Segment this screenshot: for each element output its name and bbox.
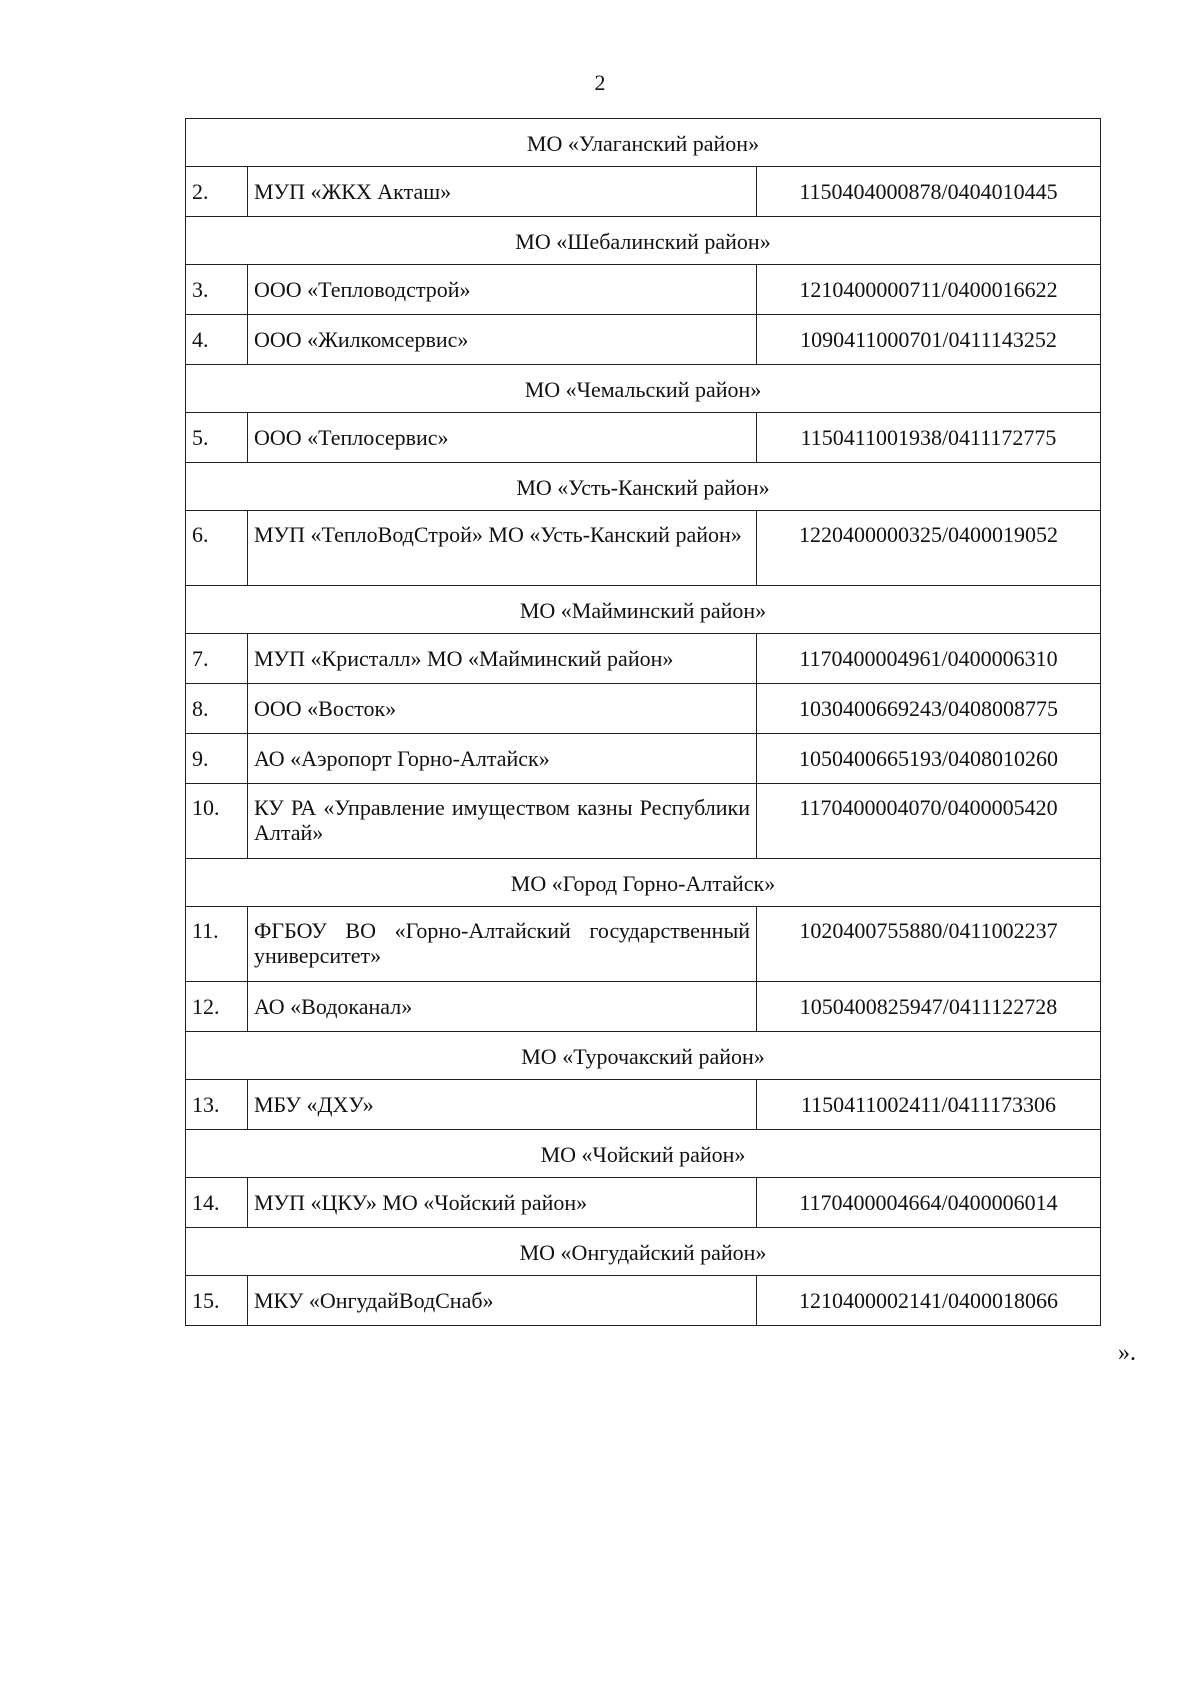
section-row <box>186 463 1101 511</box>
registration-code: 1050400665193/0408010260 <box>757 734 1101 784</box>
section-row <box>186 119 1101 167</box>
table-row <box>186 784 1101 859</box>
row-number: 13. <box>186 1080 248 1130</box>
registration-code: 1050400825947/0411122728 <box>757 982 1101 1032</box>
row-number: 8. <box>186 684 248 734</box>
row-number: 3. <box>186 265 248 315</box>
row-number: 9. <box>186 734 248 784</box>
organization-name: АО «Водоканал» <box>248 982 757 1032</box>
organization-name: МБУ «ДХУ» <box>248 1080 757 1130</box>
table-row <box>186 907 1101 982</box>
section-title: МО «Улаганский район» <box>186 119 1101 167</box>
row-number: 12. <box>186 982 248 1032</box>
row-number: 15. <box>186 1276 248 1326</box>
table-row <box>186 315 1101 365</box>
registration-code: 1210400000711/0400016622 <box>757 265 1101 315</box>
organization-name: МКУ «ОнгудайВодСнаб» <box>248 1276 757 1326</box>
section-title: МО «Чойский район» <box>186 1130 1101 1178</box>
organization-name: МУП «Кристалл» МО «Майминский район» <box>248 634 757 684</box>
section-title: МО «Шебалинский район» <box>186 217 1101 265</box>
row-number: 2. <box>186 167 248 217</box>
organization-name: АО «Аэропорт Горно-Алтайск» <box>248 734 757 784</box>
section-title: МО «Город Горно-Алтайск» <box>186 859 1101 907</box>
organization-name: МУП «ЖКХ Акташ» <box>248 167 757 217</box>
table-row <box>186 1178 1101 1228</box>
row-number: 4. <box>186 315 248 365</box>
registration-code: 1150411001938/0411172775 <box>757 413 1101 463</box>
table-row <box>186 413 1101 463</box>
organization-name: ФГБОУ ВО «Горно-Алтайский государственный университет» <box>248 907 757 982</box>
organization-name: ООО «Жилкомсервис» <box>248 315 757 365</box>
table-row <box>186 265 1101 315</box>
section-title: МО «Онгудайский район» <box>186 1228 1101 1276</box>
closing-quote-mark: ». <box>1118 1340 1136 1366</box>
section-row <box>186 365 1101 413</box>
section-title: МО «Чемальский район» <box>186 365 1101 413</box>
registration-code: 1150411002411/0411173306 <box>757 1080 1101 1130</box>
registration-code: 1090411000701/0411143252 <box>757 315 1101 365</box>
organization-name: МУП «ЦКУ» МО «Чойский район» <box>248 1178 757 1228</box>
organization-name: КУ РА «Управление имуществом казны Республики Алтай» <box>248 784 757 859</box>
table-row <box>186 511 1101 586</box>
registration-code: 1030400669243/0408008775 <box>757 684 1101 734</box>
table-row <box>186 684 1101 734</box>
registration-code: 1170400004070/0400005420 <box>757 784 1101 859</box>
registration-code: 1020400755880/0411002237 <box>757 907 1101 982</box>
table-row <box>186 1276 1101 1326</box>
row-number: 5. <box>186 413 248 463</box>
organization-name: МУП «ТеплоВодСтрой» МО «Усть-Канский район» <box>248 511 757 586</box>
row-number: 7. <box>186 634 248 684</box>
row-number: 11. <box>186 907 248 982</box>
organization-name: ООО «Теплосервис» <box>248 413 757 463</box>
organization-name: ООО «Тепловодстрой» <box>248 265 757 315</box>
page-number: 2 <box>594 70 606 95</box>
section-title: МО «Турочакский район» <box>186 1032 1101 1080</box>
table-row <box>186 1080 1101 1130</box>
section-title: МО «Усть-Канский район» <box>186 463 1101 511</box>
section-row <box>186 1032 1101 1080</box>
registration-code: 1150404000878/0404010445 <box>757 167 1101 217</box>
section-row <box>186 1228 1101 1276</box>
row-number: 14. <box>186 1178 248 1228</box>
section-row <box>186 586 1101 634</box>
registration-code: 1220400000325/0400019052 <box>757 511 1101 586</box>
table-row <box>186 982 1101 1032</box>
registration-code: 1170400004961/0400006310 <box>757 634 1101 684</box>
section-title: МО «Майминский район» <box>186 586 1101 634</box>
row-number: 10. <box>186 784 248 859</box>
table-row <box>186 634 1101 684</box>
organization-name: ООО «Восток» <box>248 684 757 734</box>
table-row <box>186 167 1101 217</box>
section-row <box>186 217 1101 265</box>
registration-code: 1170400004664/0400006014 <box>757 1178 1101 1228</box>
row-number: 6. <box>186 511 248 586</box>
table-row <box>186 734 1101 784</box>
section-row <box>186 859 1101 907</box>
section-row <box>186 1130 1101 1178</box>
registration-code: 1210400002141/0400018066 <box>757 1276 1101 1326</box>
organizations-table <box>185 118 1101 1326</box>
